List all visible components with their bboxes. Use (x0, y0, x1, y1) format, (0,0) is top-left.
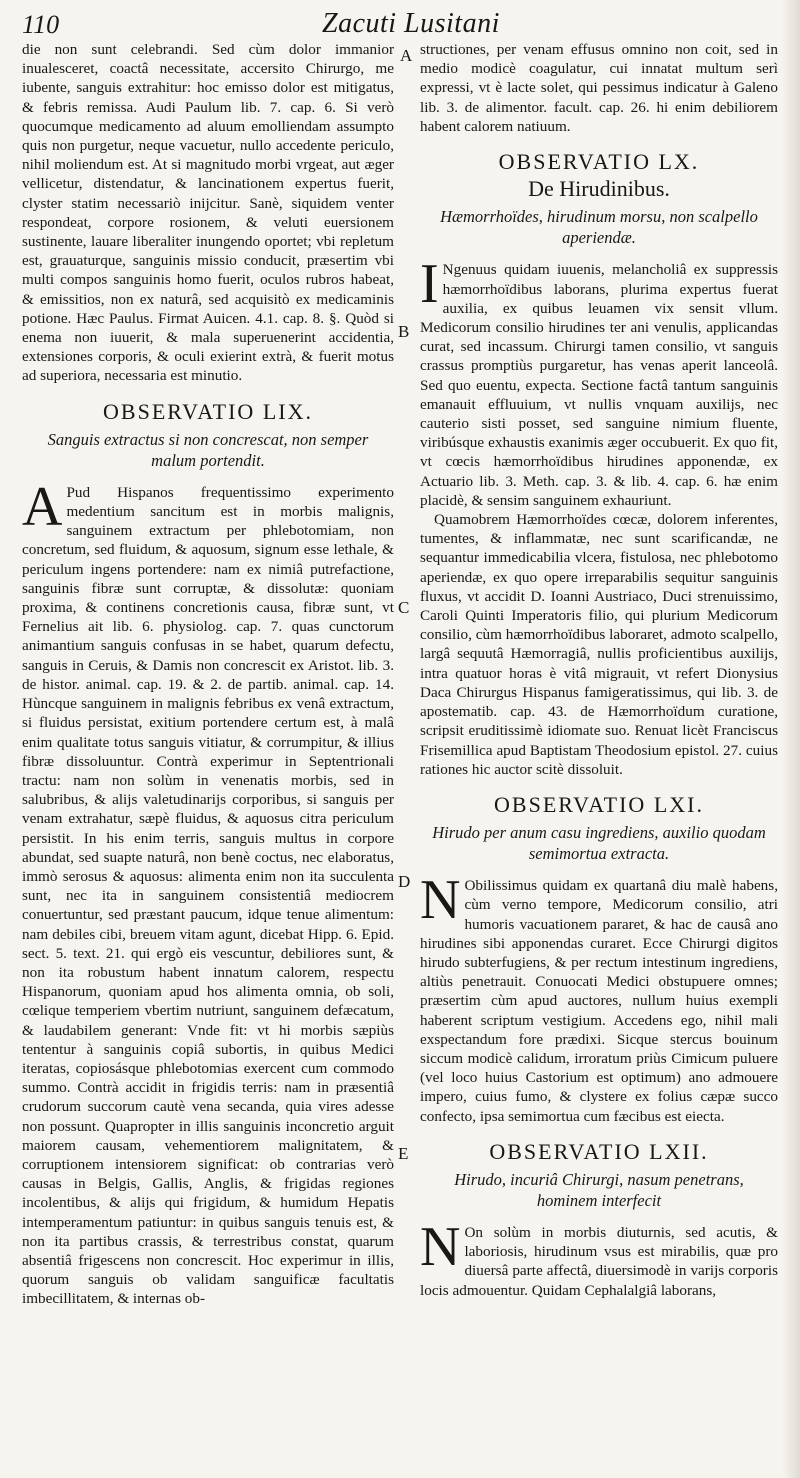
margin-letter-b: B (398, 322, 410, 341)
running-title: Zacuti Lusitani (322, 8, 500, 39)
continued-paragraph: die non sunt celebrandi. Sed cùm dolor immanior inualesceret, coactâ necessitate, accersito Chirurgo, me iubente, sanguis extrahitur: hoc emisso dolor est mitigatus, & febris remissa. Audi Paulum lib. 7. cap. 6. Si verò quocumque medicamento ad aluum emolliendam assumpto quis non purgetur, neque vacuetur, nullo accedente periculo, nihil moliendum est. At si magnitudo morbi vrgeat, aut æger vellicetur, distendatur, & lancinationem expertus fuerit, clyster statim necessariò inijcitur. Sanè, siquidem venter respondeat, corpore rosionem, & veluti euersionem sustinente, lauare liberaliter inungendo oportet; vbi repletum est, grauaturque, sanguinis missio conducit, præsertim vbi multi compos sanguinis homo fuerit, oculos rubros habeat, & emissitios, non ex naturâ, sed acquisitò ex medicaminis potione. Hæc Paulus. Firmat Auicen. 4.1. cap. 8. §. Quòd si enema non iuuerit, & mala superuenerint accidentia, extensiones corporis, & oculi exierint extrà, & fuerit motus ad superiora, necessaria est minutio. (22, 41, 394, 385)
left-column (22, 40, 394, 1309)
observation-60-subheading: De Hirudinibus. (528, 176, 670, 202)
observation-61-subtitle: Hirudo per anum casu ingrediens, auxilio quodam semimortua extracta. (432, 823, 766, 864)
page-header (22, 6, 782, 42)
observation-60-text (420, 253, 778, 510)
right-column (420, 40, 778, 1300)
observation-61-text (420, 869, 778, 1126)
observation-60-heading: OBSERVATIO LX. (498, 149, 700, 175)
observation-62-subtitle: Hirudo, incuriâ Chirurgi, nasum penetrans, hominem interfecit (454, 1169, 744, 1210)
margin-letter-e: E (398, 1144, 409, 1163)
drop-cap: I (420, 253, 439, 316)
margin-letter-c: C (398, 598, 410, 617)
observation-60-subtitle: Hæmorrhoïdes, hirudinum morsu, non scalpello aperiendæ. (440, 207, 758, 248)
margin-letter-d: D (398, 872, 411, 891)
observation-62-heading: OBSERVATIO LXII. (489, 1138, 709, 1164)
page-edge-shadow (782, 0, 800, 1478)
observation-60-paragraph-2: Quamobrem Hæmorrhoïdes cœcæ, dolorem inferentes, tumentes, & inflammatæ, nec sunt scarificandæ, ne sequantur immedicabilia vlcera, fistulosa, nec phlebotomo aperiendæ, ex quo opere irreparabilis sequitur sanguinis fluxus, vt accidit D. Ioanni Austriaco, Duci strenuissimo, Caroli Quinti Imperatoris filio, qui plurium Medicorum consilio, cùm hæmorrhoïdibus laboraret, admoto scalpello, largâ sequutâ Hæmorragiâ, nullis proficientibus auxilijs, intra quatuor horas è vitâ migrauit, vt refert Dionysius Daca Chirurgus Hispanus famigeratissimus, qui lib. 3. de apostematib. cap. 43. de Hæmorrhoïdum curatione, scripsit eruditissimè idiomate suo. Renuat licèt Franciscus Frisemillica apud Baptistam Theodosium epistol. 27. cuius rationes hic auctor scitè dissoluit. (420, 511, 778, 778)
drop-cap: N (420, 1215, 461, 1278)
observation-61-body: Obilissimus quidam ex quartanâ diu malè habens, cùm verno tempore, Medicorum consilio, atri humoris vacuationem pararet, & hac de causâ ano hirudines sibi apponendas curaret. Ecce Chirurgi digitos hirudo subterfugiens, & per rectum intestinum ingrediens, altiùs penetrauit. Conuocati Medici obstupuere omnes; præsertim cùm apud auctores, nullum huius exempli haberent scriptum vestigium. Accedens ego, nihil mali exspectandum fore prædixi. Sicque stercus bouinum siccum modicè calidum, irroratum priùs Cimicum puluere (vel loco huius Castorium est optimum) ano admouere impero, cuius fumo, & clystere ex folius cæpæ succo confecto, ipsa semimortua cum fæcibus est eiecta. (420, 877, 778, 1125)
observation-59-body: Pud Hispanos frequentissimo experimento medentium sancitum est in morbis malignis, sanguinem extractum per phlebotomiam, non concretum, sed fluidum, & aquosum, signum esse lethale, & periculum ingens portendere: nam ex nimiâ putrefactione, sanguinis fibræ sunt corruptæ, & dissolutæ: quoniam proxima, & continens concretionis causa, fibræ sunt, vt Fernelius ait lib. 6. physiolog. cap. 7. quas cunctorum animantium sanguis confusas in se habet, quarum defectu, sanguis in Ceruis, & Damis non concrescit ex Aristot. lib. 3. de histor. animal. cap. 19. & 2. de partib. animal. cap. 14. Hùncque sanguinem in malignis febribus ex venâ extractum, si fluidus persistat, exitium portendere certum est, à malâ enim qualitate totus sanguis vitiatur, & corrumpitur, & illius fibræ dissoluuntur. Contrà experimur in Septentrionali tractu: nam non solùm in venenatis morbis, sed in salubribus, & alijs valetudinarijs corporibus, si sanguis per venam extrahatur, sæpè fluidus, & aquosus citra periculum persistit. In his enim terris, sanguis multus in corpore abundat, sed suapte naturâ, non benè coctus, nec elaboratus, immò serosus & aquosus: alimenta enim non ita succulenta sunt, nec ita in sanguinem consistentiâ mediocrem conuertuntur, sed præstant paucum, idque tenue alimentum: nam debiles cibi, breuem vitam agunt, dicebat Hipp. 6. Epid. sect. 5. text. 21. qui ergò eis vescuntur, debiliores sunt, & non ita robustum habent innatum calorem, respectu Hispanorum, quoniam apud hos alimenta omnia, ob soli, cœlique temperiem vbertim nutriunt, sanguinem defæcatum, & laudabilem generant: Vnde fit: vt hi morbis sæpiùs tententur à sanguinis copiâ subortis, in quibus Medici iteratas, copiosásque phlebotomias exercent cum commodo summo. Contrà accidit in frigidis terris: nam in præsentiâ crudorum succorum cautè vena secanda, quia vires adesse non possunt. Quapropter in illis sanguinis inconcretio arguit maiorem causam, vehementiorem malignitatem, & corruptionem intensiorem significat: ob contrarias verò causas in Belgis, Gallis, Anglis, & frigidas regiones incolentibus, & alijs qui frigidum, & humidum Hepatis intemperamentum patiuntur: in quibus sanguis tenuis est, & non ita partibus crassis, & terrestribus constat, quarum absentiâ frigescens non concrescit. Hoc experimur in illis, quorum sanguis ob validam sanguificæ facultatis imbecillitatem, & internas ob- (22, 483, 394, 1308)
margin-letter-a: A (400, 46, 413, 65)
observation-60-body: Ngenuus quidam iuuenis, melancholiâ ex suppressis hæmorrhoïdibus laborans, plurima expertus fuerat auxilia, ex quibus leuamen vix sensit vllum. Medicorum consilio hirudines ter ani venulis, applicandas curat, sed incassum. Chirurgi tamen consilio, vt sanguis crassus promptiùs purgaretur, has venas aperit lanceolâ. Sed quo euentu, expecta. Sectione factâ tantum sanguinis emanauit effluuium, vt nullis vnquam auxilijs, nec cauterio sisti posset, sed sanguine nimium fluente, viribúsque exhaustis exanimis æger occubuerit. Ex quo fit, vt cœcis hæmorrhoïdibus hirudines apponendæ, ex Actuario lib. 3. Meth. cap. 3. & lib. 4. cap. 6. hæ enim placidè, & sensim sanguinem exhauriunt. (420, 261, 778, 509)
observation-59-text (22, 475, 394, 1309)
drop-cap: A (22, 475, 63, 538)
page-number: 110 (22, 10, 60, 39)
observation-59-subtitle: Sanguis extractus si non concrescat, non semper malum portendit. (47, 429, 369, 470)
continued-paragraph-right: structiones, per venam effusus omnino non coit, sed in medio modicè coagulatur, cui innatat multum serì expressi, vt è lacte solet, qui pessimus indicatur à Galeno lib. 3. de alimentor. facult. cap. 26. hi enim debiliorem habent calorem natiuum. (420, 41, 778, 135)
observation-59-heading: OBSERVATIO LIX. (103, 398, 313, 424)
observation-61-heading: OBSERVATIO LXI. (494, 791, 704, 817)
observation-62-text (420, 1215, 778, 1300)
observation-62-body: On solùm in morbis diuturnis, sed acutis, & laboriosis, hirudinum vsus est mirabilis, quæ pro diuersâ parte affectâ, diuersimodè in varijs corporis locis admouentur. Quidam Cephalalgiâ laborans, (420, 1223, 778, 1299)
drop-cap: N (420, 869, 461, 932)
